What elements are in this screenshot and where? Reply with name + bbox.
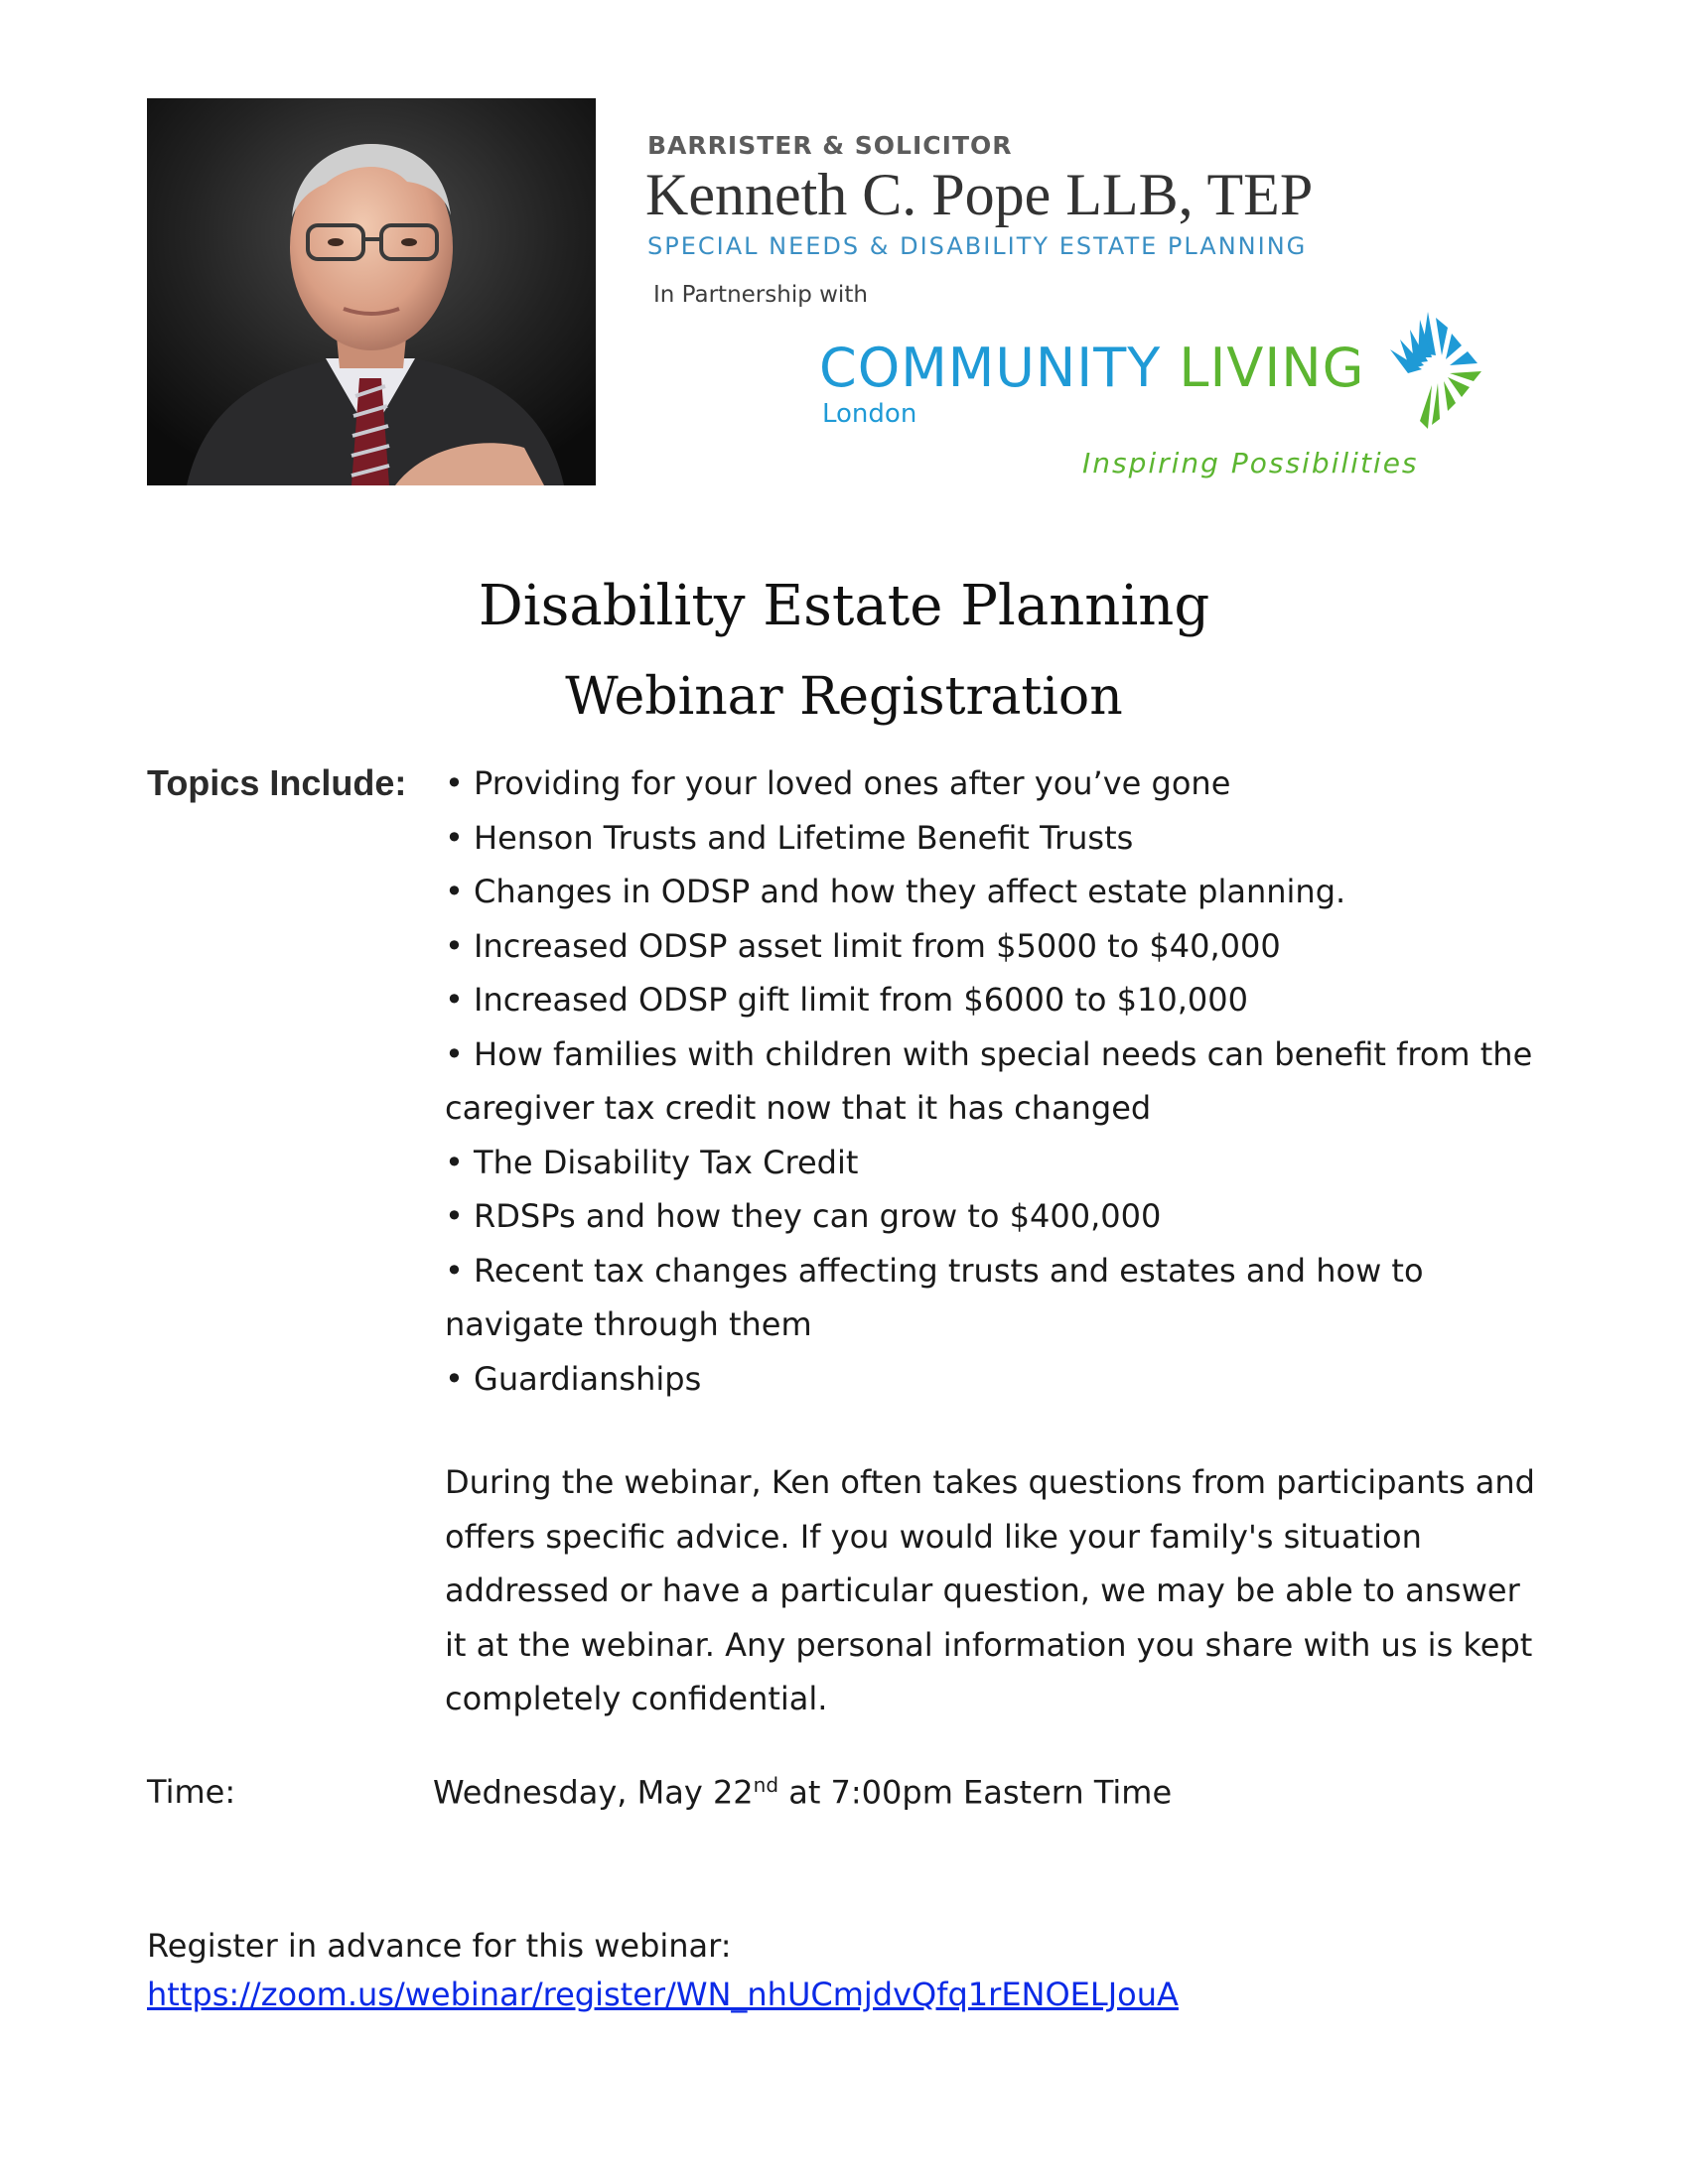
topic-item: • How families with children with special needs can benefit from the caregiver tax credit now that it has changed	[445, 1034, 1533, 1127]
community-living-city: London	[822, 399, 917, 429]
time-value	[433, 1773, 1172, 1812]
topic-item: • RDSPs and how they can grow to $400,000	[445, 1197, 1162, 1235]
community-living-tagline: Inspiring Possibilities	[1082, 447, 1419, 479]
topics-list	[445, 756, 1537, 1406]
time-hour: at 7:00pm Eastern Time	[778, 1773, 1173, 1812]
topic-item: • Changes in ODSP and how they affect estate planning.	[445, 873, 1346, 910]
page-subtitle: Webinar Registration	[565, 667, 1123, 727]
barrister-label: BARRISTER & SOLICITOR	[647, 131, 1013, 160]
topic-item: • Increased ODSP gift limit from $6000 to $10,000	[445, 981, 1248, 1019]
time-date: Wednesday, May 22	[433, 1773, 754, 1812]
topic-item: • Henson Trusts and Lifetime Benefit Trusts	[445, 818, 1134, 857]
topic-item: • Guardianships	[445, 1359, 702, 1398]
topic-item: • Recent tax changes affecting trusts and estates and how to navigate through them	[445, 1251, 1424, 1343]
community-living-diamond-icon	[1358, 308, 1487, 432]
topic-item: • Increased ODSP asset limit from $5000 to $40,000	[445, 926, 1281, 965]
specialty-label: SPECIAL NEEDS & DISABILITY ESTATE PLANNING	[647, 232, 1308, 260]
portrait-illustration	[147, 98, 596, 485]
community-living-logo-text	[819, 337, 1365, 399]
topic-item: • The Disability Tax Credit	[445, 1143, 859, 1181]
register-link[interactable]: https://zoom.us/webinar/register/WN_nhUCmjdvQfq1rENOELJouA	[147, 1976, 1179, 2013]
living-word: LIVING	[1179, 337, 1365, 399]
community-word: COMMUNITY	[819, 337, 1162, 399]
lawyer-name: Kenneth C. Pope LLB, TEP	[645, 162, 1314, 227]
portrait-photo	[147, 98, 596, 485]
header-block	[645, 131, 1539, 488]
topic-item: • Providing for your loved ones after you’ve gone	[445, 764, 1231, 802]
page-title: Disability Estate Planning	[478, 574, 1210, 638]
topics-label: Topics Include:	[147, 762, 407, 803]
webinar-note	[445, 1455, 1537, 1726]
register-label: Register in advance for this webinar:	[147, 1927, 732, 1965]
partnership-label: In Partnership with	[653, 282, 868, 308]
note-paragraph: During the webinar, Ken often takes questions from participants and offers specific advice. If you would like your family's situation addressed or have a particular question, we may be able to answer it at the webinar. Any personal information you share with us is kept completely confidential.	[445, 1463, 1535, 1717]
time-date-suffix: nd	[753, 1773, 779, 1797]
time-label: Time:	[147, 1773, 236, 1811]
